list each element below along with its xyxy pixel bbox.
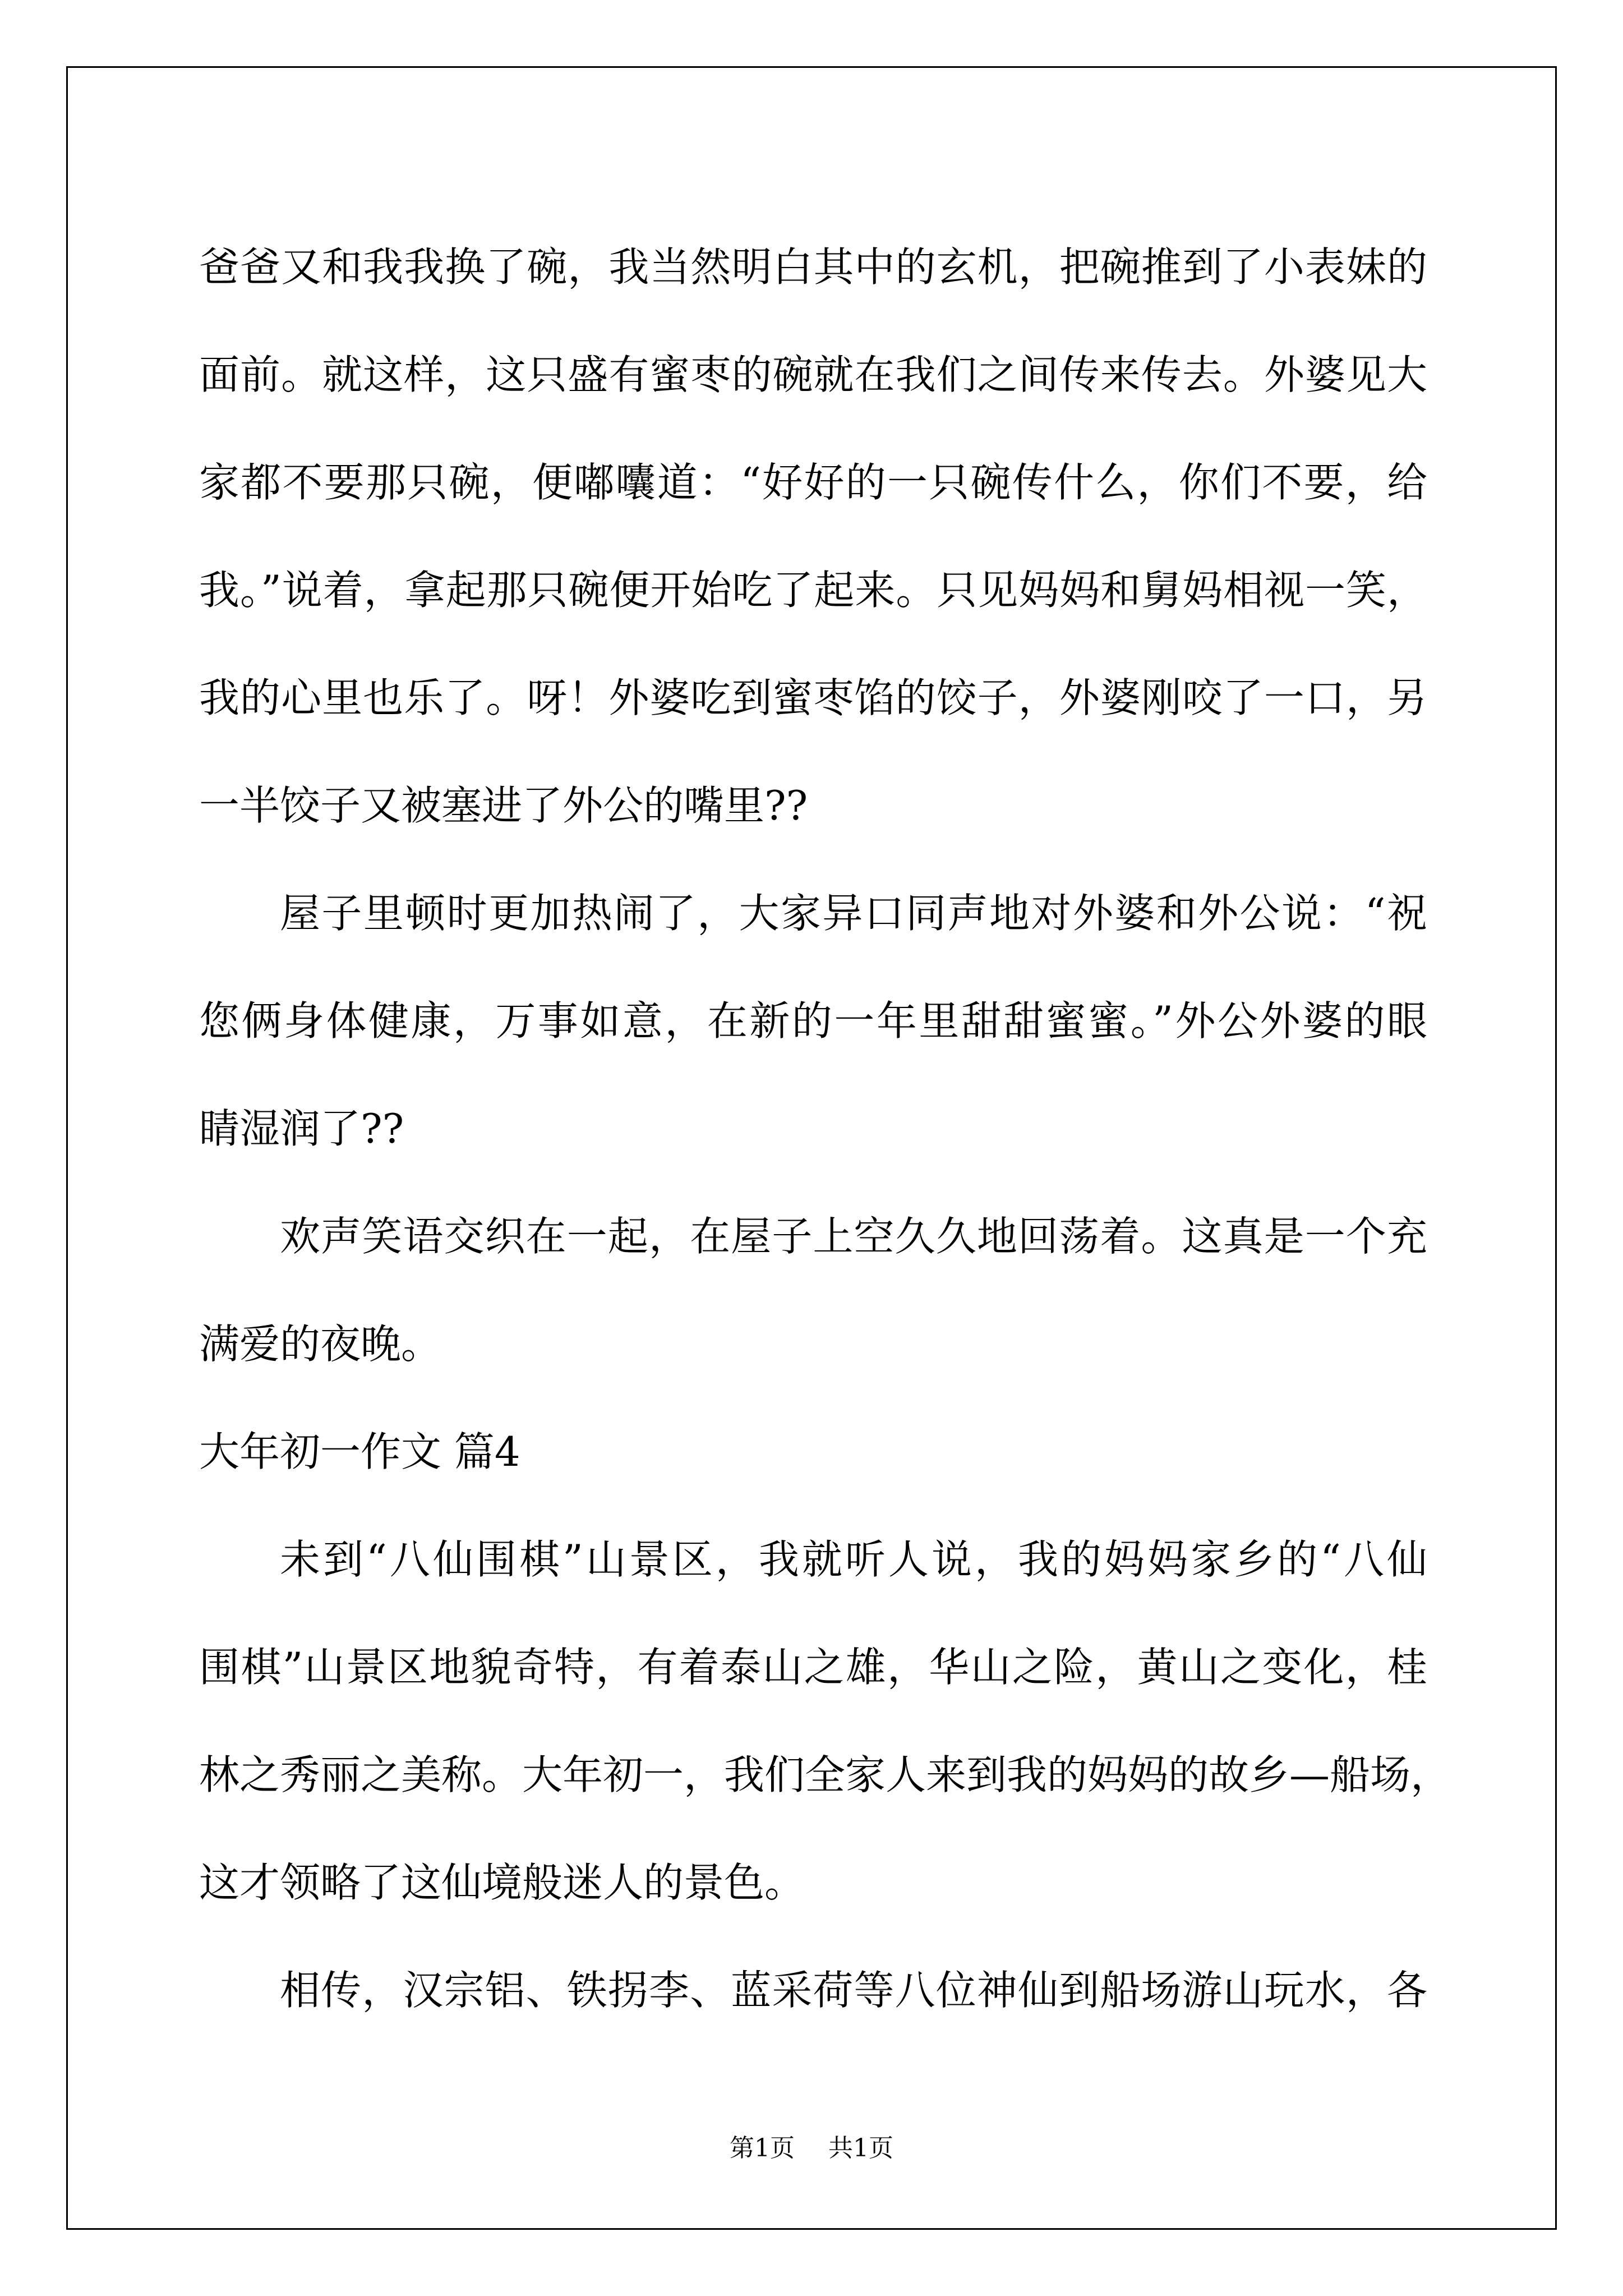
text-line: 相传，汉宗铝、铁拐李、蓝采荷等八位神仙到船场游山玩水，各 [280, 1967, 1427, 2014]
paragraph [199, 1182, 1427, 1398]
page-total: 共1页 [828, 2134, 893, 2162]
text-line: 家都不要那只碗，便嘟囔道：“好好的一只碗传什么，你们不要，给 [199, 459, 1427, 506]
text-line: 一半饺子又被塞进了外公的嘴里?? [199, 782, 808, 829]
text-line: 屋子里顿时更加热闹了，大家异口同声地对外婆和外公说：“祝 [280, 890, 1427, 937]
text-line: 爸爸又和我我换了碗，我当然明白其中的玄机，把碗推到了小表妹的 [199, 243, 1427, 291]
text-line: 这才领略了这仙境般迷人的景色。 [199, 1859, 805, 1906]
paragraph [199, 213, 1427, 859]
text-line: 未到“八仙围棋”山景区，我就听人说，我的妈妈家乡的“八仙 [280, 1536, 1427, 1583]
text-line: 面前。就这样，这只盛有蜜枣的碗就在我们之间传来传去。外婆见大 [199, 351, 1427, 398]
text-line: 我的心里也乐了。呀！外婆吃到蜜枣馅的饺子，外婆刚咬了一口，另 [199, 674, 1427, 721]
text-line: 欢声笑语交织在一起，在屋子上空久久地回荡着。这真是一个充 [280, 1213, 1427, 1260]
text-line: 我。”说着，拿起那只碗便开始吃了起来。只见妈妈和舅妈相视一笑， [199, 567, 1427, 614]
paragraph [199, 1506, 1451, 1936]
text-line: 您俩身体健康，万事如意，在新的一年里甜甜蜜蜜。”外公外婆的眼 [199, 997, 1427, 1045]
document-body [199, 213, 1451, 2044]
page-number: 第1页 [730, 2134, 795, 2162]
section-heading: 大年初一作文 篇4 [199, 1428, 520, 1475]
text-line: 睛湿润了?? [199, 1105, 404, 1152]
text-line: 满爱的夜晚。 [199, 1320, 442, 1368]
paragraph [199, 1936, 1427, 2044]
page-footer [0, 2132, 1623, 2165]
text-line: 围棋”山景区地貌奇特，有着泰山之雄，华山之险，黄山之变化，桂 [199, 1644, 1427, 1691]
paragraph [199, 859, 1427, 1182]
text-line: 林之秀丽之美称。大年初一，我们全家人来到我的妈妈的故乡—船场， [199, 1751, 1451, 1798]
